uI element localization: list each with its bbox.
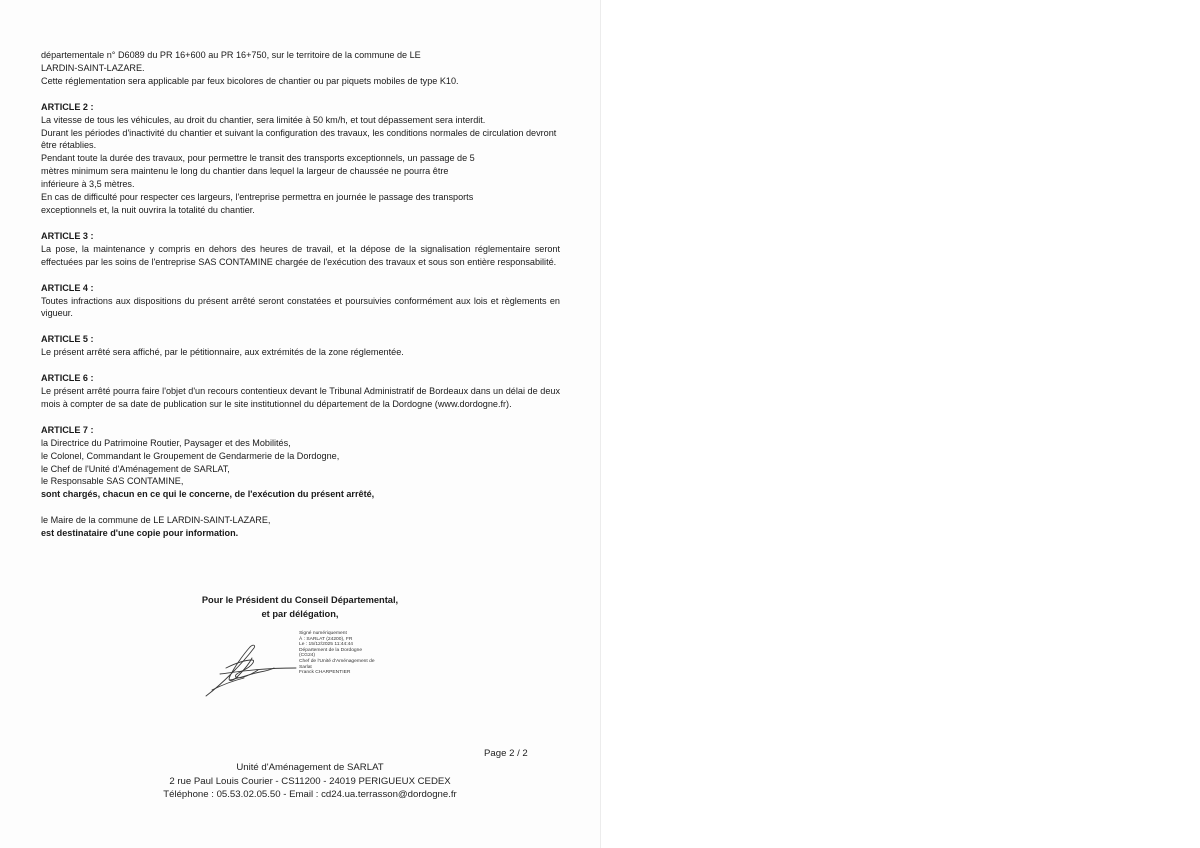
handwritten-signature — [200, 638, 310, 702]
article7-line: le Responsable SAS CONTAMINE, — [41, 476, 184, 487]
article7-line: la Directrice du Patrimoine Routier, Paysager et des Mobilités, — [41, 437, 291, 448]
footer-line: 2 rue Paul Louis Courier - CS11200 - 24019 PERIGUEUX CEDEX — [169, 775, 451, 787]
delegation-line: et par délégation, — [261, 608, 339, 619]
article1-line: LARDIN-SAINT-LAZARE. — [41, 62, 145, 73]
article3-title: ARTICLE 3 : — [41, 230, 94, 241]
article1-line: Cette réglementation sera applicable par feux bicolores de chantier ou par piquets mobiles de type K10. — [41, 75, 459, 86]
signature-line: Signé numériquement — [299, 631, 347, 636]
delegation-line: Pour le Président du Conseil Départemental, — [201, 595, 399, 605]
article7-copy: est destinataire d'une copie pour information. — [41, 528, 239, 539]
article2-paragraph: La vitesse de tous les véhicules, au droit du chantier, sera limitée à 50 km/h, et tout dépassement sera interdit. — [41, 114, 486, 125]
signature-line: Département de la Dordogne — [299, 647, 363, 653]
signature-line: Chef de l'Unité d'Aménagement de — [299, 658, 375, 664]
article2-paragraph: En cas de difficulté pour respecter ces largeurs, l'entreprise permettra en journée le passage des transports — [41, 192, 474, 203]
delegation-block — [160, 594, 440, 621]
article7-line: le Chef de l'Unité d'Aménagement de SARLAT, — [41, 463, 230, 474]
signature-line: À : SARLAT (24200), FR — [299, 636, 353, 642]
signature-line: (CG24) — [299, 653, 316, 659]
article7-mayor: le Maire de la commune de LE LARDIN-SAINT-LAZARE, — [41, 515, 271, 526]
article2-paragraph: inférieure à 3,5 mètres. — [41, 179, 135, 190]
article3-text: La pose, la maintenance y compris en dehors des heures de travail, et la dépose de la signalisation réglementaire seront effectuées par les soins de l'entreprise SAS CONTAMINE chargée de l'exécution des travaux et sous son entière responsabilité. — [41, 243, 560, 267]
article2-paragraph: exceptionnels et, la nuit ouvrira la totalité du chantier. — [41, 204, 255, 215]
blank-page — [600, 0, 1200, 848]
article4-title: ARTICLE 4 : — [41, 282, 94, 293]
article5-title: ARTICLE 5 : — [41, 334, 94, 345]
footer-line: Unité d'Aménagement de SARLAT — [236, 762, 384, 773]
article2-paragraph: Pendant toute la durée des travaux, pour permettre le transit des transports exceptionnels, un passage de 5 — [41, 153, 475, 164]
article2-paragraph: mètres minimum sera maintenu le long du chantier dans lequel la largeur de chaussée ne pourra être — [41, 166, 449, 177]
article7-title: ARTICLE 7 : — [41, 424, 94, 435]
article6-text: Le présent arrêté pourra faire l'objet d'un recours contentieux devant le Tribunal Administratif de Bordeaux dans un délai de deux mois à compter de sa date de publication sur le site institutionnel du département de la Dordogne (www.dordogne.fr). — [41, 386, 560, 409]
article7-charged: sont chargés, chacun en ce qui le concerne, de l'exécution du présent arrêté, — [41, 489, 375, 500]
article5-text: Le présent arrêté sera affiché, par le pétitionnaire, aux extrémités de la zone réglementée. — [41, 347, 404, 358]
footer — [120, 761, 500, 802]
article2-title: ARTICLE 2 : — [41, 101, 94, 112]
signature-line: Franck CHARPENTIER — [299, 670, 351, 676]
signature-line: Sarlat — [299, 664, 312, 670]
article4-text: Toutes infractions aux dispositions du présent arrêté seront constatées et poursuivies conformément aux lois et règlements en vigueur. — [41, 295, 560, 319]
page-number: Page 2 / 2 — [484, 748, 528, 759]
document-body — [41, 49, 560, 540]
article2-paragraph: Durant les périodes d'inactivité du chantier et suivant la configuration des travaux, les conditions normales de circulation devront être rétablies. — [41, 127, 557, 151]
signature-line: Le : 15/12/2025 11:44:44 — [299, 642, 354, 648]
article6-title: ARTICLE 6 : — [41, 373, 94, 384]
article7-line: le Colonel, Commandant le Groupement de Gendarmerie de la Dordogne, — [41, 450, 340, 461]
digital-signature-info — [299, 631, 419, 676]
footer-line: Téléphone : 05.53.02.05.50 - Email : cd24.ua.terrasson@dordogne.fr — [163, 789, 457, 801]
article1-line: départementale n° D6089 du PR 16+600 au PR 16+750, sur le territoire de la commune de LE — [41, 50, 421, 60]
